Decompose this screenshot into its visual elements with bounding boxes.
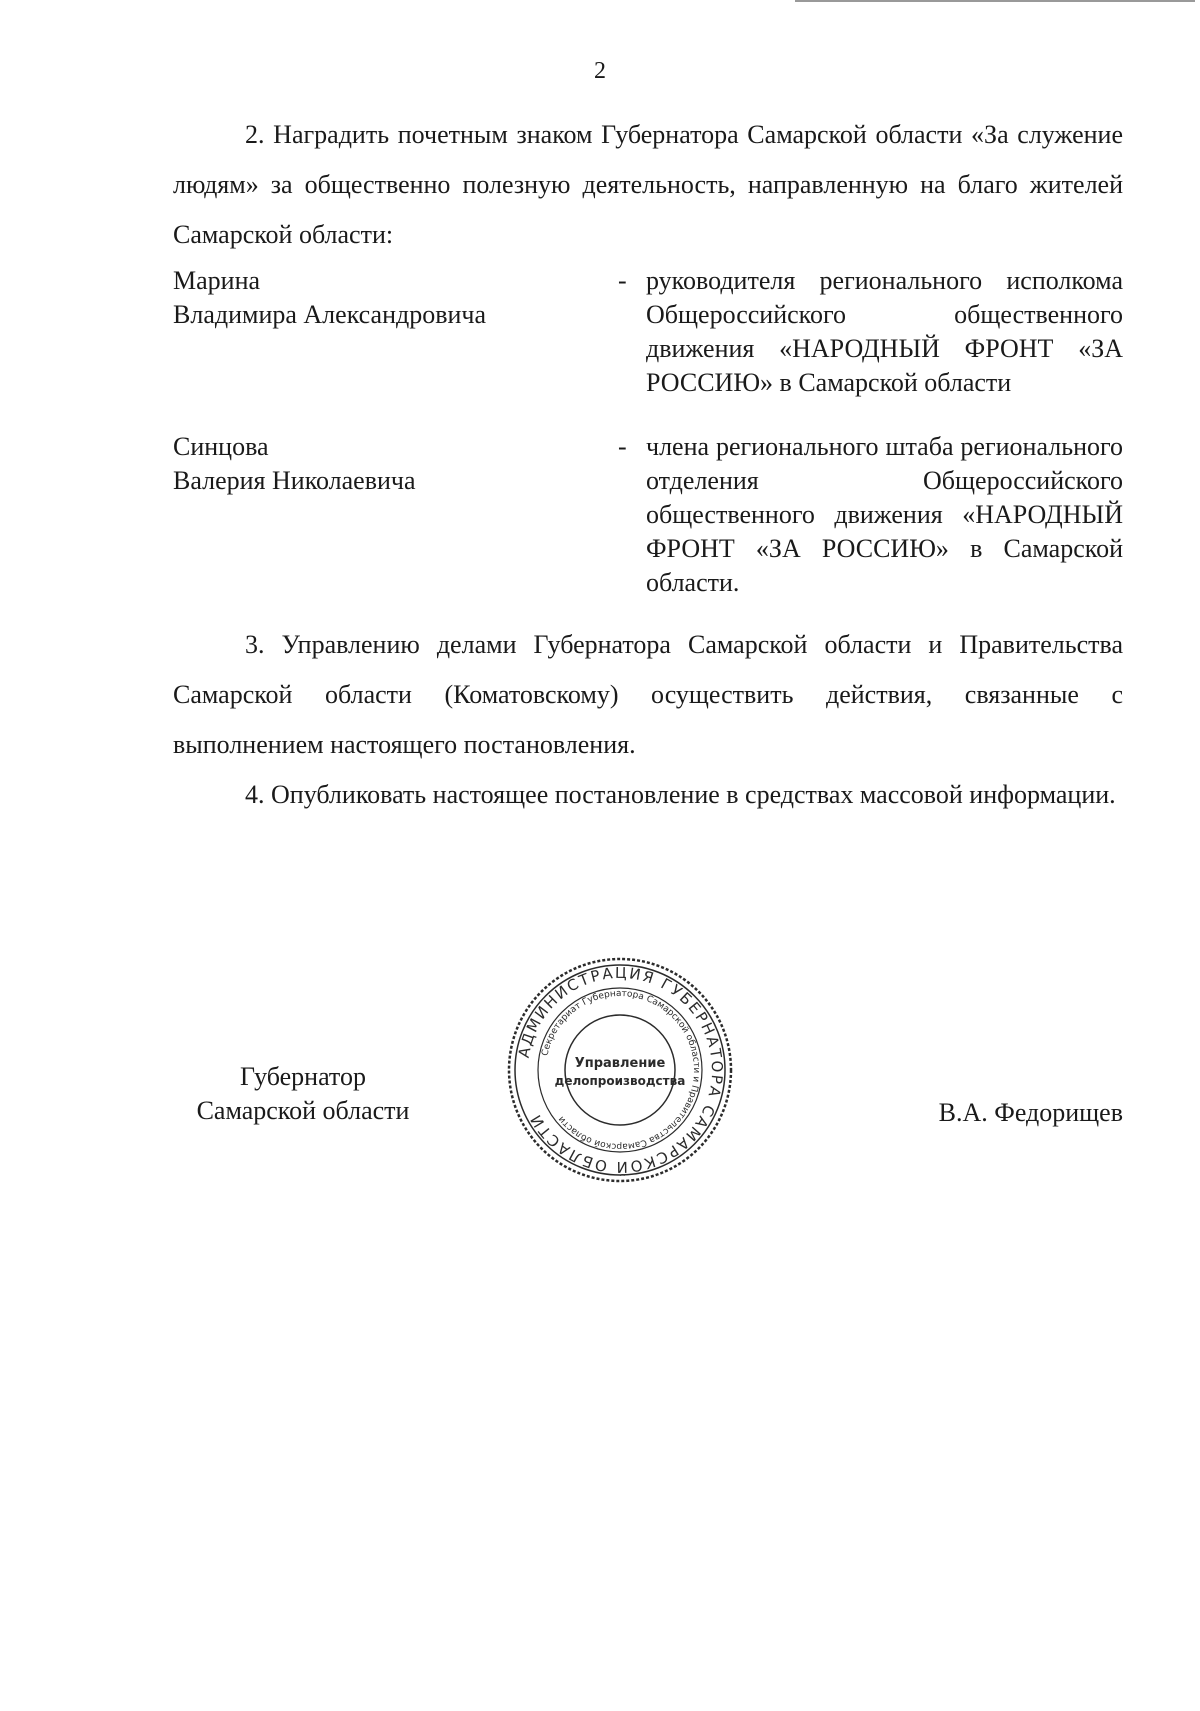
awardee-name — [173, 430, 593, 498]
awardee-given-names: Владимира Александровича — [173, 300, 487, 329]
page-number: 2 — [594, 58, 606, 84]
paragraph-4: 4. Опубликовать настоящее постановление в средствах массовой информации. — [245, 780, 1116, 809]
awardee-description: руководителя регионального исполкома Общероссийского общественного движения «НАРОДНЫЙ ФРОНТ «ЗА РОССИЮ» в Самарской области — [646, 266, 1123, 397]
signatory-position — [173, 1060, 433, 1128]
awardee-given-names: Валерия Николаевича — [173, 466, 416, 495]
awardee-surname: Марина — [173, 266, 261, 295]
awardee-dash: - — [618, 266, 627, 295]
awardee-dash: - — [618, 432, 627, 461]
awardee-description: члена регионального штаба регионального отделения Общероссийского общественного движения «НАРОДНЫЙ ФРОНТ «ЗА РОССИЮ» в Самарской области. — [646, 432, 1123, 597]
awardee-name — [173, 264, 593, 332]
stamp-center-line-2: делопроизводства — [554, 1074, 686, 1088]
stamp-outer-text: АДМИНИСТРАЦИЯ ГУБЕРНАТОРА САМАРСКОЙ ОБЛАСТИ — [514, 963, 727, 1177]
stamp-center-line-1: Управление — [574, 1056, 666, 1071]
position-line-1: Губернатор — [240, 1062, 366, 1091]
position-line-2: Самарской области — [196, 1096, 410, 1125]
awardee-1 — [173, 264, 1123, 404]
paragraph-3: 3. Управлению делами Губернатора Самарской области и Правительства Самарской области (Коматовскому) осуществить действия, связанные с выполнением настоящего постановления. — [173, 630, 1123, 759]
signatory-name: В.А. Федорищев — [938, 1098, 1123, 1127]
paragraph-2: 2. Наградить почетным знаком Губернатора Самарской области «За служение людям» за общественно полезную деятельность, направленную на благо жителей Самарской области: — [173, 120, 1123, 249]
page-edge-line — [795, 0, 1195, 2]
official-stamp — [505, 955, 735, 1185]
awardee-surname: Синцова — [173, 432, 269, 461]
awardee-2 — [173, 430, 1123, 600]
stamp-inner-text: Секретариат Губернатора Самарской области и Правительства Самарской области — [540, 988, 702, 1152]
